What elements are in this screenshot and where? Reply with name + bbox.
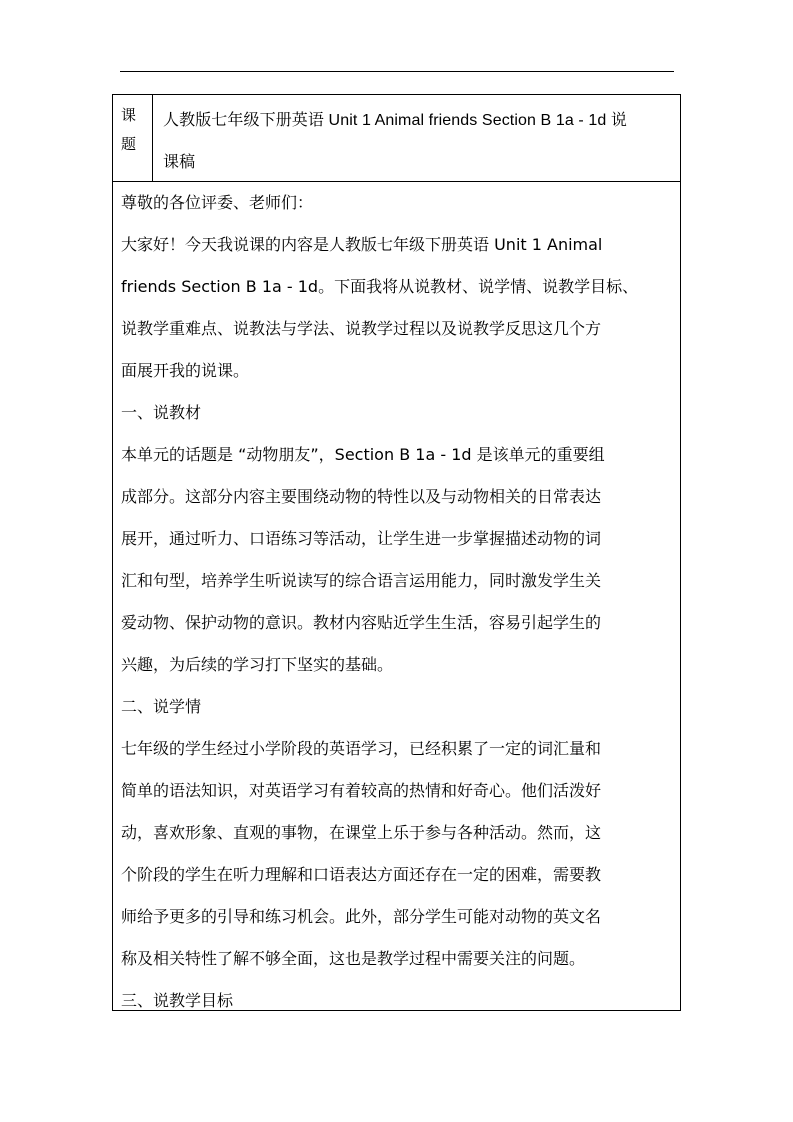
body-line: 称及相关特性了解不够全面，这也是教学过程中需要关注的问题。 [121, 949, 586, 968]
body-line: 展开，通过听力、口语练习等活动，让学生进一步掌握描述动物的词 [121, 529, 602, 548]
body-line: 大家好！今天我说课的内容是人教版七年级下册英语 Unit 1 Animal [121, 235, 603, 254]
body-line: 爱动物、保护动物的意识。教材内容贴近学生生活，容易引起学生的 [121, 613, 602, 632]
body-line: 面展开我的说课。 [121, 361, 250, 380]
header-rule [120, 71, 674, 72]
title-label-char: 题 [121, 135, 137, 153]
lesson-plan-table [112, 94, 681, 1011]
body-line: 个阶段的学生在听力理解和口语表达方面还存在一定的困难，需要教 [121, 865, 602, 884]
title-label-char: 课 [121, 106, 137, 124]
body-line: friends Section B 1a - 1d。下面我将从说教材、说学情、说教学目标、 [121, 277, 639, 296]
title-label-cell [113, 95, 153, 181]
body-line: 尊敬的各位评委、老师们： [121, 193, 314, 212]
body-line: 动，喜欢形象、直观的事物，在课堂上乐于参与各种活动。然而，这 [121, 823, 602, 842]
section-heading: 二、说学情 [121, 697, 202, 716]
body-line: 本单元的话题是 “动物朋友”，Section B 1a - 1d 是该单元的重要组 [121, 445, 605, 464]
body-line: 成部分。这部分内容主要围绕动物的特性以及与动物相关的日常表达 [121, 487, 602, 506]
section-heading: 一、说教材 [121, 403, 202, 422]
body-line: 师给予更多的引导和练习机会。此外，部分学生可能对动物的英文名 [121, 907, 602, 926]
body-line: 七年级的学生经过小学阶段的英语学习，已经积累了一定的词汇量和 [121, 739, 602, 758]
lesson-title [163, 100, 675, 184]
title-row [113, 95, 680, 182]
body-line: 说教学重难点、说教法与学法、说教学过程以及说教学反思这几个方 [121, 319, 602, 338]
lesson-title-line: 课稿 [163, 154, 196, 171]
body-line: 兴趣，为后续的学习打下坚实的基础。 [121, 655, 394, 674]
body-line: 简单的语法知识，对英语学习有着较高的热情和好奇心。他们活泼好 [121, 781, 602, 800]
body-line: 汇和句型，培养学生听说读写的综合语言运用能力，同时激发学生关 [121, 571, 602, 590]
lesson-title-line: 人教版七年级下册英语 Unit 1 Animal friends Section B 1a - 1d 说 [163, 112, 628, 129]
section-heading: 三、说教学目标 [121, 991, 234, 1010]
